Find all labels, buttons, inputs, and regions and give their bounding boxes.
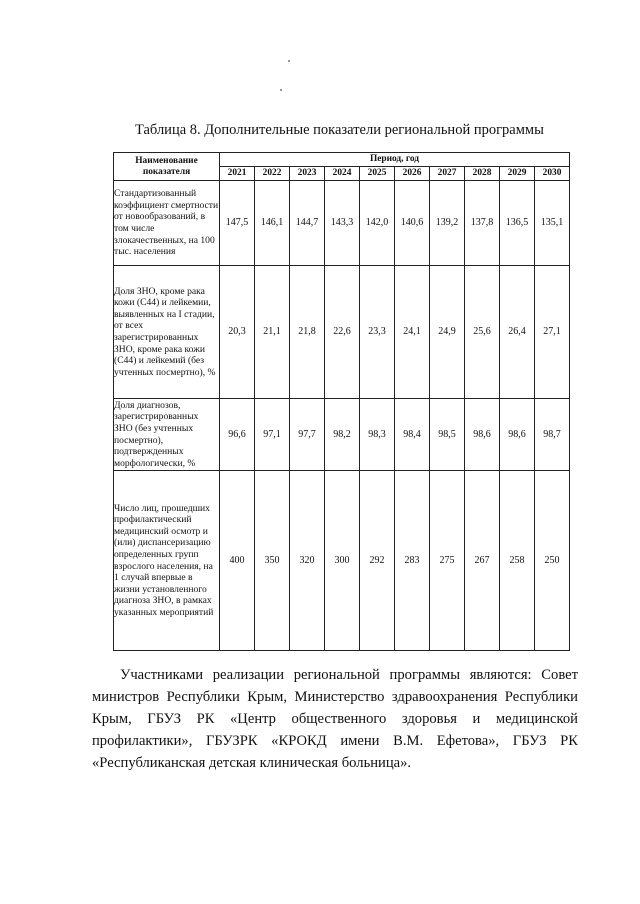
indicator-value: 24,1 xyxy=(395,266,430,399)
table-row xyxy=(114,181,570,266)
year-header-2022: 2022 xyxy=(255,167,290,181)
year-header-2021: 2021 xyxy=(220,167,255,181)
indicator-value: 146,1 xyxy=(255,181,290,266)
table-row xyxy=(114,471,570,651)
indicator-value: 320 xyxy=(290,471,325,651)
indicator-value: 144,7 xyxy=(290,181,325,266)
table-header-row xyxy=(114,153,570,167)
indicator-value: 142,0 xyxy=(360,181,395,266)
indicator-value: 275 xyxy=(430,471,465,651)
indicator-value: 98,2 xyxy=(325,399,360,471)
indicator-name: Число лиц, прошедших профилактический медицинский осмотр и (или) диспансеризацию определенных групп взрослого населения, на 1 случай впервые в жизни установленного диагноза ЗНО, в рамках указанных мероприятий xyxy=(114,471,220,651)
scan-speck xyxy=(280,89,282,91)
year-header-2026: 2026 xyxy=(395,167,430,181)
indicator-value: 258 xyxy=(500,471,535,651)
indicator-name: Доля ЗНО, кроме рака кожи (С44) и лейкемии, выявленных на I стадии, от всех зарегистрированных ЗНО, кроме рака кожи (С44) и лейкемий (без учтенных посмертно), % xyxy=(114,266,220,399)
indicator-value: 26,4 xyxy=(500,266,535,399)
indicator-value: 27,1 xyxy=(535,266,570,399)
indicators-table xyxy=(113,152,570,651)
indicator-value: 98,3 xyxy=(360,399,395,471)
indicator-value: 97,7 xyxy=(290,399,325,471)
year-header-2029: 2029 xyxy=(500,167,535,181)
indicator-value: 21,8 xyxy=(290,266,325,399)
indicator-value: 300 xyxy=(325,471,360,651)
year-header-2023: 2023 xyxy=(290,167,325,181)
indicator-value: 97,1 xyxy=(255,399,290,471)
year-header-2027: 2027 xyxy=(430,167,465,181)
indicator-value: 20,3 xyxy=(220,266,255,399)
indicator-value: 98,6 xyxy=(465,399,500,471)
year-header-2028: 2028 xyxy=(465,167,500,181)
indicator-value: 143,3 xyxy=(325,181,360,266)
column-header-name: Наименование показателя xyxy=(114,153,220,181)
table-caption: Таблица 8. Дополнительные показатели региональной программы xyxy=(135,122,544,138)
indicator-value: 292 xyxy=(360,471,395,651)
indicator-value: 96,6 xyxy=(220,399,255,471)
column-header-period: Период, год xyxy=(220,153,570,167)
indicator-value: 350 xyxy=(255,471,290,651)
indicator-value: 137,8 xyxy=(465,181,500,266)
indicator-value: 98,5 xyxy=(430,399,465,471)
indicator-value: 140,6 xyxy=(395,181,430,266)
table-row xyxy=(114,266,570,399)
year-header-2024: 2024 xyxy=(325,167,360,181)
indicator-value: 21,1 xyxy=(255,266,290,399)
indicator-value: 25,6 xyxy=(465,266,500,399)
indicator-value: 147,5 xyxy=(220,181,255,266)
indicator-value: 98,6 xyxy=(500,399,535,471)
indicator-value: 283 xyxy=(395,471,430,651)
indicator-value: 400 xyxy=(220,471,255,651)
indicator-name: Доля диагнозов, зарегистрированных ЗНО (без учтенных посмертно), подтвержденных морфологически, % xyxy=(114,399,220,471)
table-row xyxy=(114,399,570,471)
indicator-value: 267 xyxy=(465,471,500,651)
indicator-value: 135,1 xyxy=(535,181,570,266)
year-header-2030: 2030 xyxy=(535,167,570,181)
indicator-value: 98,7 xyxy=(535,399,570,471)
indicator-name: Стандартизованный коэффициент смертности от новообразований, в том числе злокачественных, на 100 тыс. населения xyxy=(114,181,220,266)
table-body xyxy=(114,181,570,651)
indicator-value: 23,3 xyxy=(360,266,395,399)
scan-speck xyxy=(288,60,290,62)
indicator-value: 136,5 xyxy=(500,181,535,266)
indicator-value: 22,6 xyxy=(325,266,360,399)
participants-paragraph: Участниками реализации региональной программы являются: Совет министров Республики Крым, Министерство здравоохранения Республики Крым, ГБУЗ РК «Центр общественного здоровья и медицинской профилактики», ГБУЗРК «КРОКД имени В.М. Ефетова», ГБУЗ РК «Республиканская детская клиническая больница». xyxy=(92,667,578,771)
indicator-value: 250 xyxy=(535,471,570,651)
year-header-2025: 2025 xyxy=(360,167,395,181)
indicator-value: 98,4 xyxy=(395,399,430,471)
indicator-value: 139,2 xyxy=(430,181,465,266)
indicator-value: 24,9 xyxy=(430,266,465,399)
